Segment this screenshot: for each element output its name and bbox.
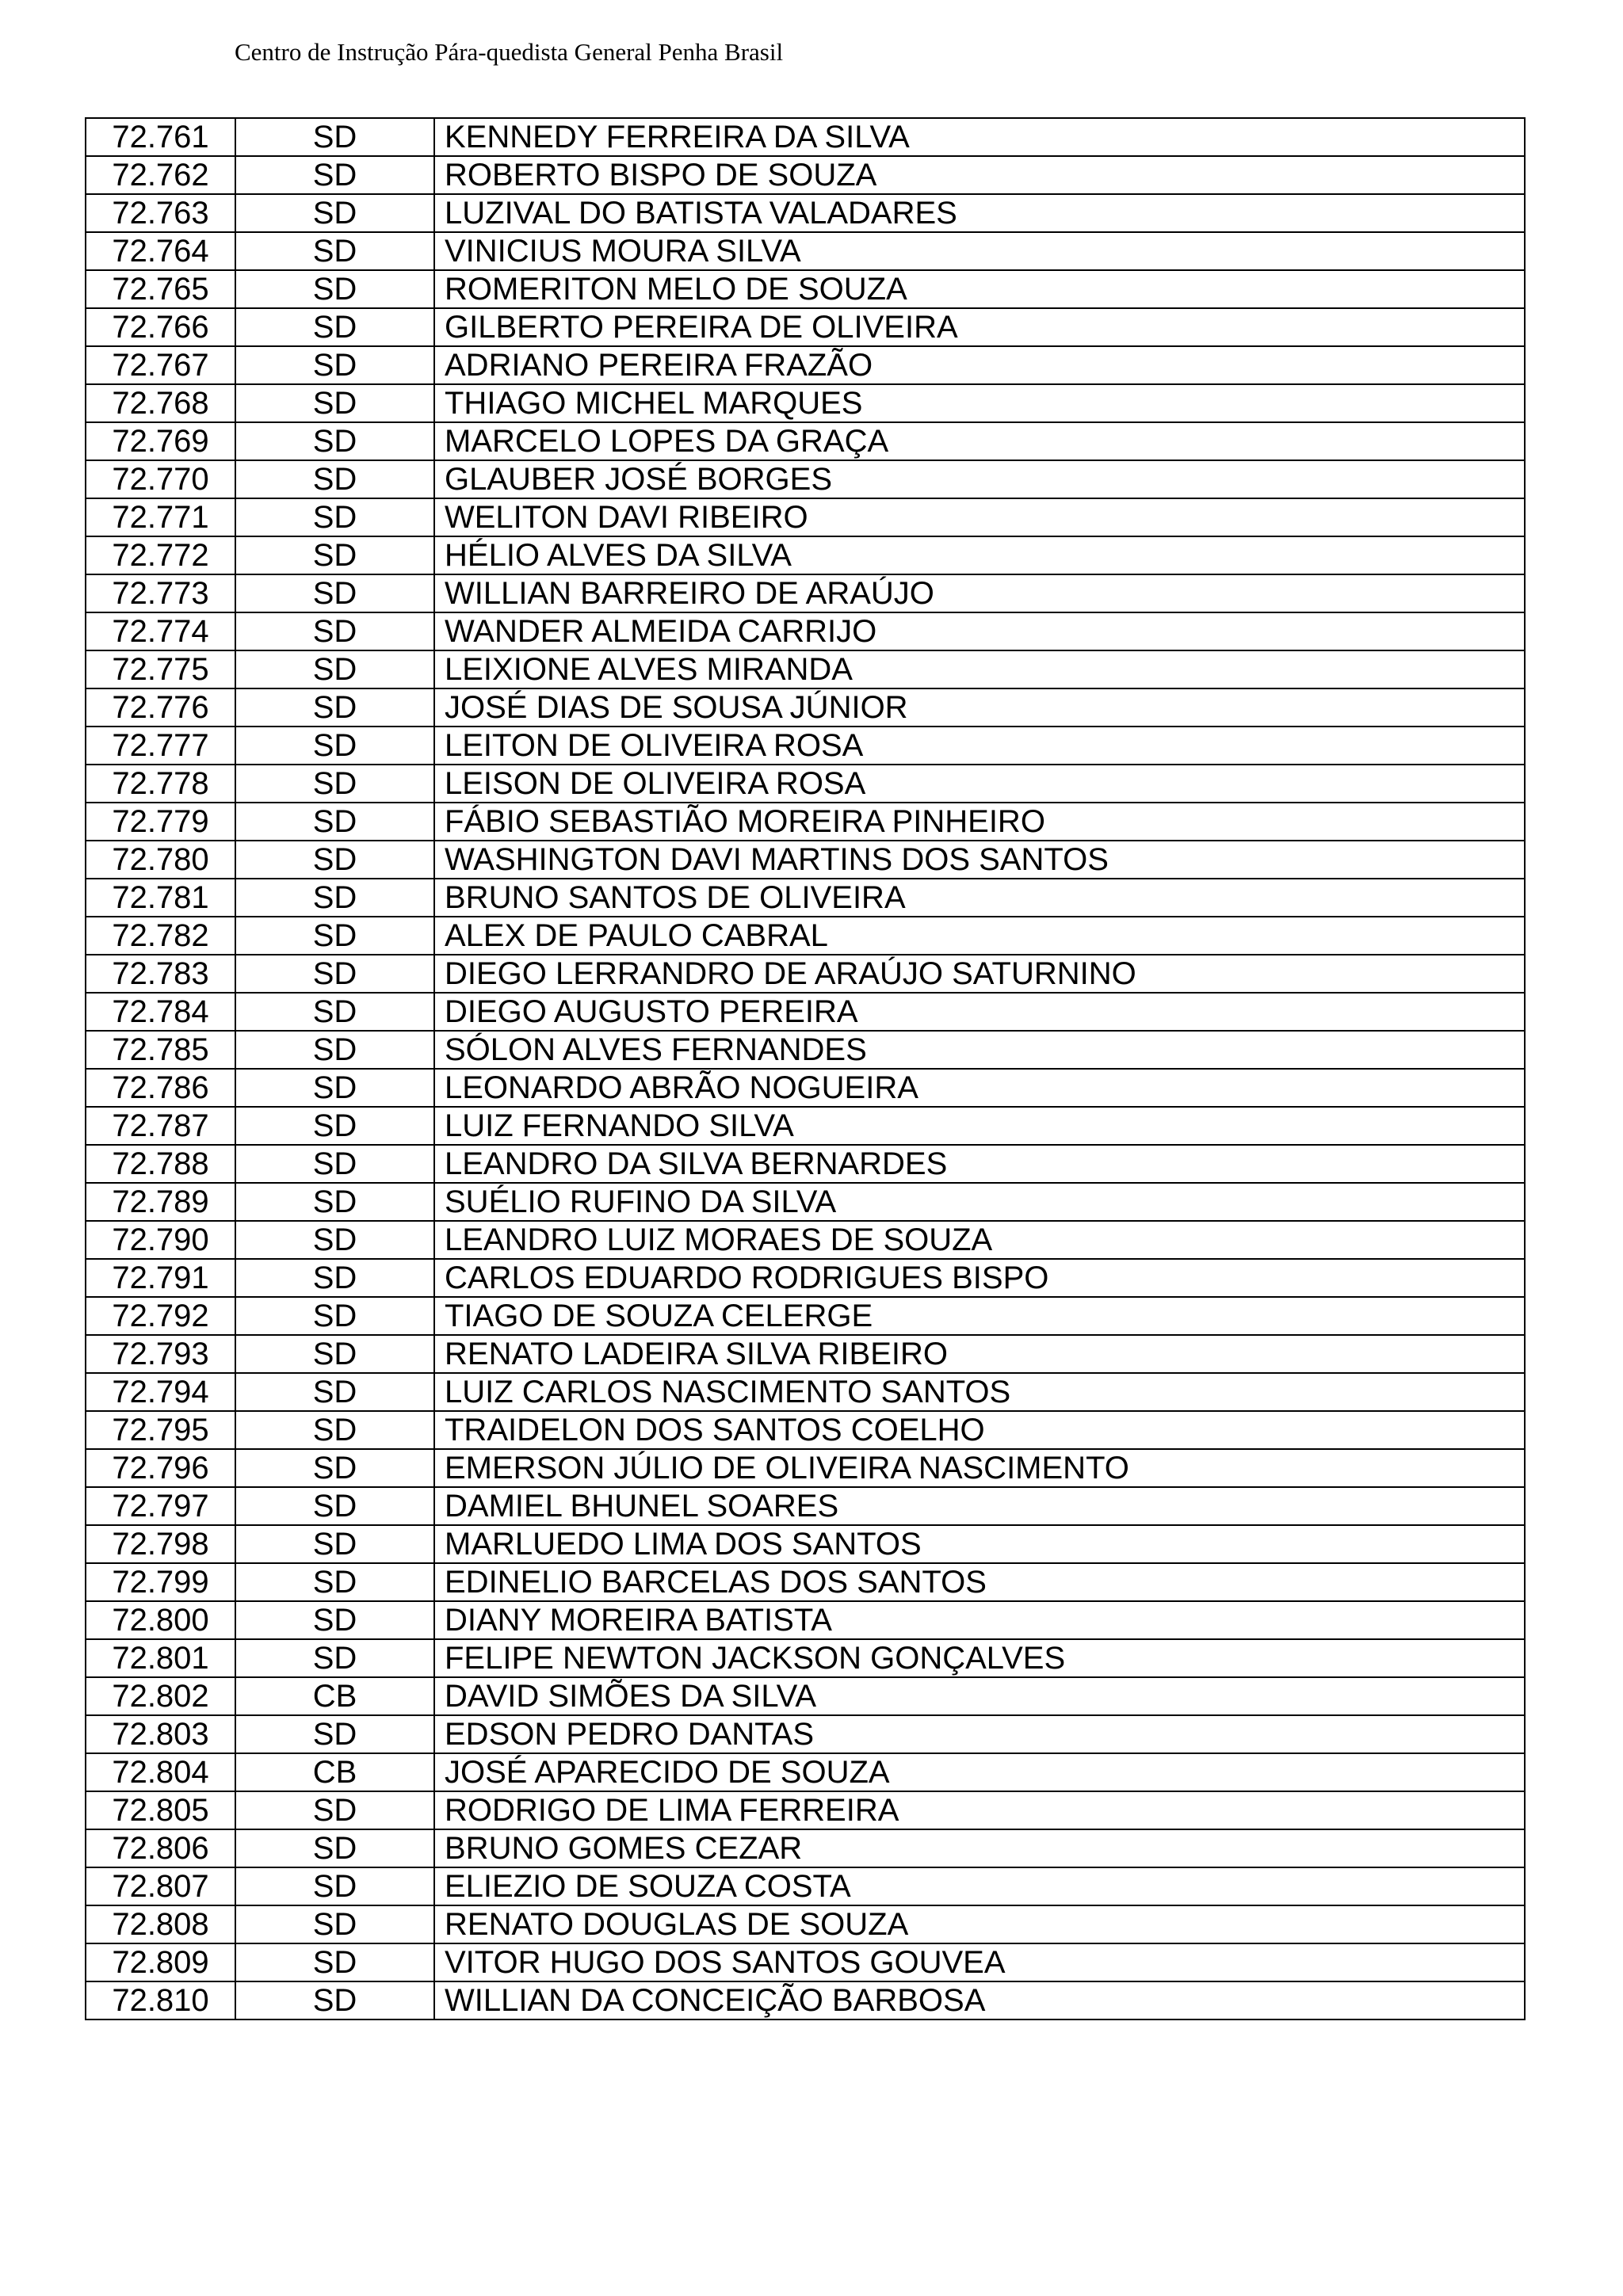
rank-cell: SD — [235, 498, 434, 536]
name-cell: ELIEZIO DE SOUZA COSTA — [434, 1867, 1525, 1905]
table-row — [86, 1107, 1525, 1145]
rank-cell: SD — [235, 1411, 434, 1449]
name-cell: RODRIGO DE LIMA FERREIRA — [434, 1791, 1525, 1829]
name-cell: LEANDRO LUIZ MORAES DE SOUZA — [434, 1221, 1525, 1259]
registration-number-cell: 72.791 — [86, 1259, 235, 1297]
table-row — [86, 1221, 1525, 1259]
name-cell: DIEGO LERRANDRO DE ARAÚJO SATURNINO — [434, 955, 1525, 993]
table-row — [86, 1981, 1525, 2019]
name-cell: LEITON DE OLIVEIRA ROSA — [434, 727, 1525, 765]
rank-cell: SD — [235, 1981, 434, 2019]
table-row — [86, 1183, 1525, 1221]
table-row — [86, 232, 1525, 270]
rank-cell: SD — [235, 841, 434, 879]
name-cell: LEANDRO DA SILVA BERNARDES — [434, 1145, 1525, 1183]
name-cell: RENATO DOUGLAS DE SOUZA — [434, 1905, 1525, 1943]
table-row — [86, 1791, 1525, 1829]
registration-number-cell: 72.792 — [86, 1297, 235, 1335]
rank-cell: SD — [235, 1639, 434, 1677]
name-cell: HÉLIO ALVES DA SILVA — [434, 536, 1525, 574]
registration-number-cell: 72.772 — [86, 536, 235, 574]
registration-number-cell: 72.767 — [86, 346, 235, 384]
rank-cell: SD — [235, 1183, 434, 1221]
registration-number-cell: 72.776 — [86, 688, 235, 727]
registration-number-cell: 72.797 — [86, 1487, 235, 1525]
registration-number-cell: 72.799 — [86, 1563, 235, 1601]
table-row — [86, 1525, 1525, 1563]
name-cell: CARLOS EDUARDO RODRIGUES BISPO — [434, 1259, 1525, 1297]
registration-number-cell: 72.789 — [86, 1183, 235, 1221]
name-cell: JOSÉ DIAS DE SOUSA JÚNIOR — [434, 688, 1525, 727]
registration-number-cell: 72.783 — [86, 955, 235, 993]
table-row — [86, 841, 1525, 879]
table-row — [86, 536, 1525, 574]
name-cell: LEIXIONE ALVES MIRANDA — [434, 650, 1525, 688]
table-row — [86, 384, 1525, 422]
registration-number-cell: 72.786 — [86, 1069, 235, 1107]
registration-number-cell: 72.774 — [86, 612, 235, 650]
registration-number-cell: 72.808 — [86, 1905, 235, 1943]
rank-cell: SD — [235, 993, 434, 1031]
name-cell: WILLIAN DA CONCEIÇÃO BARBOSA — [434, 1981, 1525, 2019]
table-row — [86, 1259, 1525, 1297]
name-cell: SUÉLIO RUFINO DA SILVA — [434, 1183, 1525, 1221]
name-cell: LUZIVAL DO BATISTA VALADARES — [434, 194, 1525, 232]
registration-number-cell: 72.810 — [86, 1981, 235, 2019]
table-row — [86, 1601, 1525, 1639]
table-row — [86, 1069, 1525, 1107]
table-row — [86, 346, 1525, 384]
name-cell: DAMIEL BHUNEL SOARES — [434, 1487, 1525, 1525]
name-cell: KENNEDY FERREIRA DA SILVA — [434, 118, 1525, 156]
name-cell: FELIPE NEWTON JACKSON GONÇALVES — [434, 1639, 1525, 1677]
table-row — [86, 1563, 1525, 1601]
rank-cell: SD — [235, 460, 434, 498]
registration-number-cell: 72.796 — [86, 1449, 235, 1487]
name-cell: VINICIUS MOURA SILVA — [434, 232, 1525, 270]
registration-number-cell: 72.781 — [86, 879, 235, 917]
registration-number-cell: 72.773 — [86, 574, 235, 612]
rank-cell: SD — [235, 1715, 434, 1753]
registration-number-cell: 72.771 — [86, 498, 235, 536]
rank-cell: SD — [235, 688, 434, 727]
table-row — [86, 1145, 1525, 1183]
name-cell: EDINELIO BARCELAS DOS SANTOS — [434, 1563, 1525, 1601]
rank-cell: SD — [235, 1221, 434, 1259]
table-row — [86, 1031, 1525, 1069]
rank-cell: SD — [235, 1487, 434, 1525]
rank-cell: CB — [235, 1753, 434, 1791]
table-row — [86, 574, 1525, 612]
table-row — [86, 1715, 1525, 1753]
registration-number-cell: 72.764 — [86, 232, 235, 270]
name-cell: GILBERTO PEREIRA DE OLIVEIRA — [434, 308, 1525, 346]
name-cell: WILLIAN BARREIRO DE ARAÚJO — [434, 574, 1525, 612]
table-row — [86, 1335, 1525, 1373]
table-row — [86, 993, 1525, 1031]
registration-number-cell: 72.807 — [86, 1867, 235, 1905]
registration-number-cell: 72.785 — [86, 1031, 235, 1069]
name-cell: LEONARDO ABRÃO NOGUEIRA — [434, 1069, 1525, 1107]
registration-number-cell: 72.779 — [86, 803, 235, 841]
table-row — [86, 612, 1525, 650]
registration-number-cell: 72.780 — [86, 841, 235, 879]
rank-cell: SD — [235, 574, 434, 612]
name-cell: BRUNO GOMES CEZAR — [434, 1829, 1525, 1867]
table-row — [86, 650, 1525, 688]
rank-cell: SD — [235, 1525, 434, 1563]
rank-cell: SD — [235, 1107, 434, 1145]
registration-number-cell: 72.802 — [86, 1677, 235, 1715]
rank-cell: SD — [235, 1829, 434, 1867]
table-row — [86, 1297, 1525, 1335]
rank-cell: SD — [235, 727, 434, 765]
name-cell: LUIZ FERNANDO SILVA — [434, 1107, 1525, 1145]
registration-number-cell: 72.804 — [86, 1753, 235, 1791]
table-row — [86, 460, 1525, 498]
rank-cell: SD — [235, 1373, 434, 1411]
name-cell: THIAGO MICHEL MARQUES — [434, 384, 1525, 422]
table-row — [86, 1867, 1525, 1905]
registration-number-cell: 72.769 — [86, 422, 235, 460]
table-row — [86, 118, 1525, 156]
rank-cell: SD — [235, 422, 434, 460]
name-cell: BRUNO SANTOS DE OLIVEIRA — [434, 879, 1525, 917]
name-cell: JOSÉ APARECIDO DE SOUZA — [434, 1753, 1525, 1791]
name-cell: EMERSON JÚLIO DE OLIVEIRA NASCIMENTO — [434, 1449, 1525, 1487]
name-cell: LUIZ CARLOS NASCIMENTO SANTOS — [434, 1373, 1525, 1411]
rank-cell: SD — [235, 765, 434, 803]
name-cell: SÓLON ALVES FERNANDES — [434, 1031, 1525, 1069]
rank-cell: SD — [235, 270, 434, 308]
name-cell: ROBERTO BISPO DE SOUZA — [434, 156, 1525, 194]
name-cell: DIANY MOREIRA BATISTA — [434, 1601, 1525, 1639]
registration-number-cell: 72.777 — [86, 727, 235, 765]
name-cell: ALEX DE PAULO CABRAL — [434, 917, 1525, 955]
table-row — [86, 1753, 1525, 1791]
name-cell: DAVID SIMÕES DA SILVA — [434, 1677, 1525, 1715]
name-cell: FÁBIO SEBASTIÃO MOREIRA PINHEIRO — [434, 803, 1525, 841]
table-row — [86, 1905, 1525, 1943]
name-cell: ROMERITON MELO DE SOUZA — [434, 270, 1525, 308]
rank-cell: SD — [235, 1449, 434, 1487]
registration-number-cell: 72.805 — [86, 1791, 235, 1829]
rank-cell: SD — [235, 803, 434, 841]
rank-cell: SD — [235, 917, 434, 955]
table-row — [86, 1373, 1525, 1411]
name-cell: MARCELO LOPES DA GRAÇA — [434, 422, 1525, 460]
registration-number-cell: 72.788 — [86, 1145, 235, 1183]
rank-cell: SD — [235, 1069, 434, 1107]
rank-cell: SD — [235, 1905, 434, 1943]
table-row — [86, 498, 1525, 536]
rank-cell: CB — [235, 1677, 434, 1715]
rank-cell: SD — [235, 1259, 434, 1297]
rank-cell: SD — [235, 879, 434, 917]
rank-cell: SD — [235, 232, 434, 270]
table-row — [86, 1677, 1525, 1715]
table-row — [86, 1411, 1525, 1449]
table-row — [86, 955, 1525, 993]
registration-number-cell: 72.798 — [86, 1525, 235, 1563]
registration-number-cell: 72.790 — [86, 1221, 235, 1259]
registration-number-cell: 72.766 — [86, 308, 235, 346]
table-row — [86, 156, 1525, 194]
table-row — [86, 1449, 1525, 1487]
rank-cell: SD — [235, 194, 434, 232]
registration-number-cell: 72.763 — [86, 194, 235, 232]
name-cell: WELITON DAVI RIBEIRO — [434, 498, 1525, 536]
rank-cell: SD — [235, 1563, 434, 1601]
registration-number-cell: 72.768 — [86, 384, 235, 422]
name-cell: RENATO LADEIRA SILVA RIBEIRO — [434, 1335, 1525, 1373]
registration-number-cell: 72.762 — [86, 156, 235, 194]
registration-number-cell: 72.794 — [86, 1373, 235, 1411]
table-row — [86, 879, 1525, 917]
registration-number-cell: 72.809 — [86, 1943, 235, 1981]
table-row — [86, 1943, 1525, 1981]
registration-number-cell: 72.801 — [86, 1639, 235, 1677]
table-row — [86, 803, 1525, 841]
registration-number-cell: 72.793 — [86, 1335, 235, 1373]
registration-number-cell: 72.765 — [86, 270, 235, 308]
table-row — [86, 308, 1525, 346]
rank-cell: SD — [235, 308, 434, 346]
table-row — [86, 1487, 1525, 1525]
registration-number-cell: 72.803 — [86, 1715, 235, 1753]
rank-cell: SD — [235, 384, 434, 422]
table-row — [86, 194, 1525, 232]
rank-cell: SD — [235, 1031, 434, 1069]
page-header: Centro de Instrução Pára-quedista General Penha Brasil — [235, 38, 784, 66]
rank-cell: SD — [235, 346, 434, 384]
table-row — [86, 1639, 1525, 1677]
name-cell: TRAIDELON DOS SANTOS COELHO — [434, 1411, 1525, 1449]
registration-number-cell: 72.787 — [86, 1107, 235, 1145]
rank-cell: SD — [235, 536, 434, 574]
registration-number-cell: 72.770 — [86, 460, 235, 498]
table-row — [86, 270, 1525, 308]
table-row — [86, 917, 1525, 955]
name-cell: TIAGO DE SOUZA CELERGE — [434, 1297, 1525, 1335]
roster-body — [86, 118, 1525, 2019]
rank-cell: SD — [235, 1943, 434, 1981]
name-cell: EDSON PEDRO DANTAS — [434, 1715, 1525, 1753]
table-row — [86, 422, 1525, 460]
registration-number-cell: 72.806 — [86, 1829, 235, 1867]
rank-cell: SD — [235, 955, 434, 993]
registration-number-cell: 72.784 — [86, 993, 235, 1031]
rank-cell: SD — [235, 118, 434, 156]
name-cell: MARLUEDO LIMA DOS SANTOS — [434, 1525, 1525, 1563]
registration-number-cell: 72.761 — [86, 118, 235, 156]
name-cell: GLAUBER JOSÉ BORGES — [434, 460, 1525, 498]
rank-cell: SD — [235, 156, 434, 194]
registration-number-cell: 72.775 — [86, 650, 235, 688]
rank-cell: SD — [235, 1335, 434, 1373]
name-cell: DIEGO AUGUSTO PEREIRA — [434, 993, 1525, 1031]
rank-cell: SD — [235, 1601, 434, 1639]
table-row — [86, 727, 1525, 765]
registration-number-cell: 72.800 — [86, 1601, 235, 1639]
name-cell: WASHINGTON DAVI MARTINS DOS SANTOS — [434, 841, 1525, 879]
registration-number-cell: 72.782 — [86, 917, 235, 955]
name-cell: VITOR HUGO DOS SANTOS GOUVEA — [434, 1943, 1525, 1981]
rank-cell: SD — [235, 612, 434, 650]
table-row — [86, 688, 1525, 727]
registration-number-cell: 72.795 — [86, 1411, 235, 1449]
rank-cell: SD — [235, 1297, 434, 1335]
rank-cell: SD — [235, 650, 434, 688]
rank-cell: SD — [235, 1791, 434, 1829]
rank-cell: SD — [235, 1145, 434, 1183]
rank-cell: SD — [235, 1867, 434, 1905]
name-cell: WANDER ALMEIDA CARRIJO — [434, 612, 1525, 650]
roster-table — [85, 117, 1526, 2020]
name-cell: LEISON DE OLIVEIRA ROSA — [434, 765, 1525, 803]
table-row — [86, 765, 1525, 803]
registration-number-cell: 72.778 — [86, 765, 235, 803]
name-cell: ADRIANO PEREIRA FRAZÃO — [434, 346, 1525, 384]
table-row — [86, 1829, 1525, 1867]
